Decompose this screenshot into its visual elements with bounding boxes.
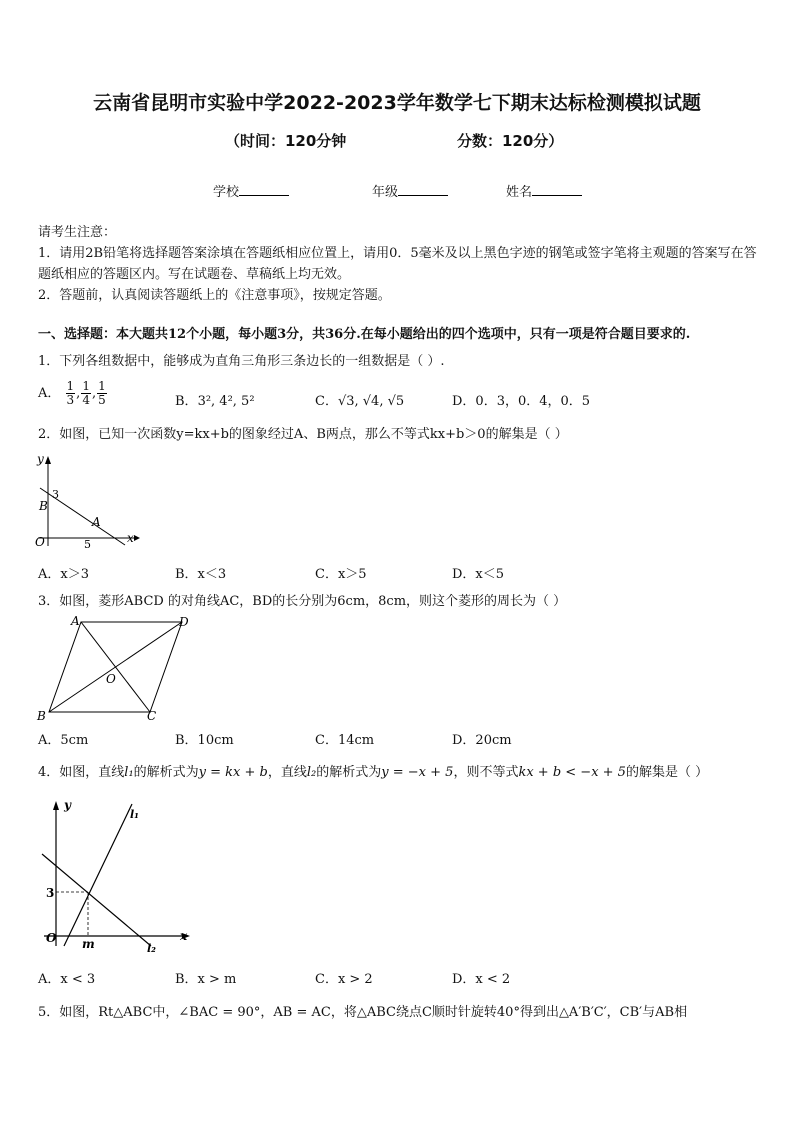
question-4-stem: 4．如图，直线l₁的解析式为y = kx + b，直线l₂的解析式为y = −x + 5，则不等式kx + b < −x + 5的解集是（ ） <box>38 765 709 780</box>
notice-item-2: 2．答题前，认真阅读答题纸上的《注意事项》，按规定答题。 <box>38 288 391 303</box>
line-l1 <box>64 804 132 946</box>
grade-field: 年级 <box>372 181 448 200</box>
question-3-option-c: C．14cm <box>315 733 375 748</box>
question-2-figure <box>30 450 140 550</box>
question-4-option-b: B．x > m <box>175 972 237 987</box>
center-o-label: O <box>106 672 116 686</box>
exam-score: 分数：120分） <box>457 132 564 150</box>
question-1-option-b: B．3², 4², 5² <box>175 394 255 409</box>
question-1-option-c: C．√3, √4, √5 <box>315 394 405 409</box>
question-3-option-d: D．20cm <box>452 733 512 748</box>
question-2-option-d: D．x＜5 <box>452 567 505 582</box>
question-3-stem: 3．如图，菱形ABCD 的对角线AC，BD的长分别为6cm，8cm，则这个菱形的周长为（ ） <box>38 594 567 609</box>
notice-item-1: 1．请用2B铅笔将选择题答案涂填在答题纸相应位置上，请用0．5毫米及以上黑色字迹的钢笔或签字笔将主观题的答案写在答题纸相应的答题区内。写在试题卷、草稿纸上均无效。 <box>38 246 757 282</box>
point-a-label: A <box>92 515 101 529</box>
question-2-option-b: B．x＜3 <box>175 567 227 582</box>
line-l2 <box>42 854 151 946</box>
question-4-option-d: D．x < 2 <box>452 972 511 987</box>
point-b-label: B <box>39 499 48 513</box>
x-label: x <box>127 531 134 545</box>
x-label: x <box>180 929 188 943</box>
fraction-fifth: $\frac{1}{5}$ <box>98 379 106 407</box>
tick-3-label: 3 <box>52 488 59 501</box>
vertex-d-label: D <box>179 615 189 629</box>
vertex-b-label: B <box>37 709 46 723</box>
vertex-a-label: A <box>71 614 80 628</box>
tick-3-label: 3 <box>46 886 55 900</box>
question-4-option-c: C．x > 2 <box>315 972 373 987</box>
notice-heading: 请考生注意： <box>38 225 117 240</box>
school-field: 学校 <box>213 181 289 200</box>
question-4-option-a: A．x < 3 <box>38 972 96 987</box>
question-1-option-a: A． $\frac{1}{3}$ , $\frac{1}{4}$ , $\frac{1}{5}$ <box>38 379 106 407</box>
question-2-stem: 2．如图，已知一次函数y=kx+b的图象经过A、B两点，那么不等式kx+b＞0的解集是（ ） <box>38 427 568 442</box>
question-2-option-c: C．x＞5 <box>315 567 367 582</box>
fraction-third: $\frac{1}{3}$ <box>66 379 75 407</box>
question-2-option-a: A．x＞3 <box>38 567 89 582</box>
vertex-c-label: C <box>147 709 157 723</box>
question-5-stem: 5．如图，Rt△ABC中，∠BAC = 90°，AB = AC，将△ABC绕点C顺时针旋转40°得到出△A′B′C′，CB′与AB相 <box>38 1005 688 1020</box>
question-3-option-a: A．5cm <box>38 733 89 748</box>
l1-label: l₁ <box>130 808 139 821</box>
section-heading: 一、选择题：本大题共12个小题，每小题3分，共36分.在每小题给出的四个选项中，只有一项是符合题目要求的. <box>38 327 691 342</box>
exam-time: （时间：120分钟 <box>225 132 347 150</box>
tick-5-label: 5 <box>84 538 91 550</box>
y-axis-arrow <box>53 801 59 810</box>
origin-label: O <box>35 535 45 549</box>
y-label: y <box>64 798 71 812</box>
diagonal-bd <box>49 622 182 712</box>
point-m-label: m <box>82 937 95 951</box>
name-field: 姓名 <box>506 181 582 200</box>
fraction-quarter: $\frac{1}{4}$ <box>82 379 90 407</box>
question-3-figure <box>34 612 194 724</box>
question-3-option-b: B．10cm <box>175 733 234 748</box>
l2-label: l₂ <box>147 942 156 955</box>
origin-label: O <box>46 931 57 945</box>
question-1-stem: 1．下列各组数据中，能够成为直角三角形三条边长的一组数据是（ ）. <box>38 354 445 369</box>
y-axis-arrow <box>45 456 51 464</box>
exam-title: 云南省昆明市实验中学2022-2023学年数学七下期末达标检测模拟试题 <box>93 92 701 114</box>
question-1-option-d: D．0．3，0．4，0．5 <box>452 394 591 409</box>
x-axis-arrow <box>134 535 140 541</box>
question-4-figure <box>34 796 194 956</box>
y-label: y <box>37 452 44 466</box>
